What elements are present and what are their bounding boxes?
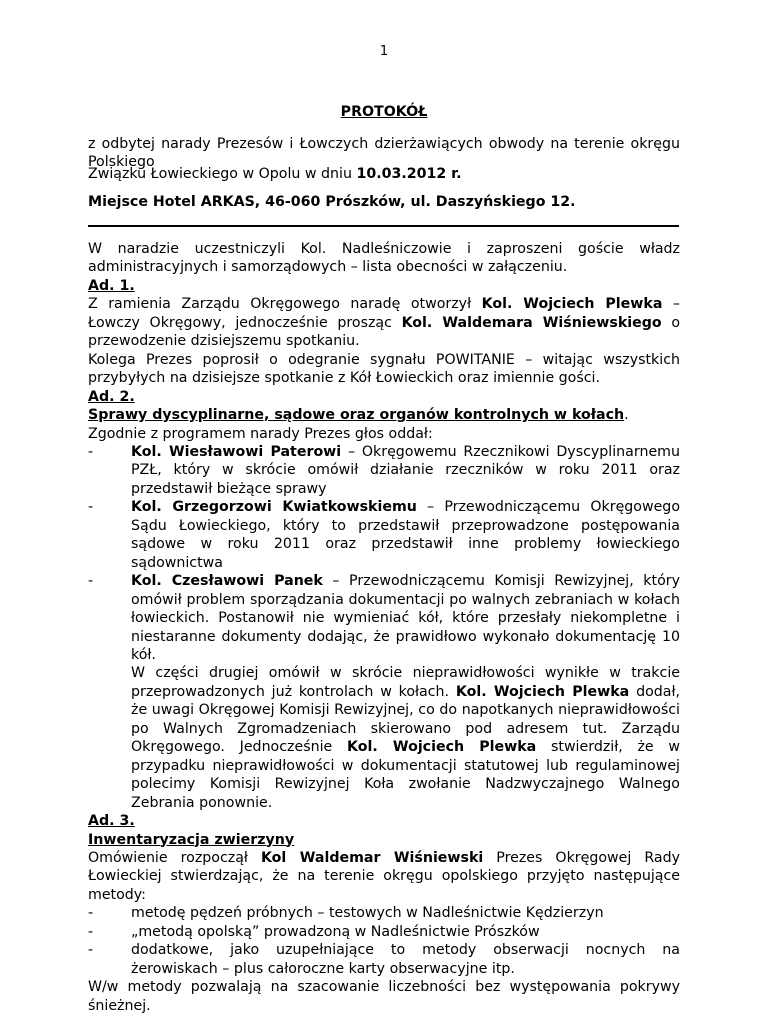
list-dash: - bbox=[88, 499, 94, 516]
ad3-paragraph-1 bbox=[88, 849, 680, 904]
ad3-section-title: Inwentaryzacja zwierzyny bbox=[88, 831, 295, 848]
ad2-list-item-2 bbox=[88, 498, 680, 572]
ad1-p1-text-a: Z ramienia Zarządu Okręgowego naradę otworzył bbox=[88, 296, 482, 313]
ad2-heading: Ad. 2. bbox=[88, 388, 135, 405]
list-dash: - bbox=[88, 923, 94, 940]
header-line-1: z odbytej narady Prezesów i Łowczych dzierżawiących obwody na terenie okręgu Polskiego bbox=[88, 136, 680, 171]
ad2-item3-text: – Przewodniczącemu Komisji Rewizyjnej, który omówił problem sporządzania dokumentacji po walnych zebraniach w kołach łowieckich. Postanowił nie wymieniać kół, które przesłały niekompletne i niestaranne dokumenty dodając, że prawidłowo wykonało dokumentację 10 kół. bbox=[131, 573, 680, 663]
ad3-list-item-2 bbox=[88, 923, 680, 941]
ad2-list-item-1 bbox=[88, 443, 680, 498]
ad2-lead: Zgodnie z programem narady Prezes głos oddał: bbox=[88, 425, 433, 442]
ad3-heading: Ad. 3. bbox=[88, 813, 135, 830]
ad1-p1-name-b: Kol. Waldemara Wiśniewskiego bbox=[401, 314, 662, 331]
ad3-closing-paragraph: W/w metody pozwalają na szacowanie liczebności bez występowania pokrywy śnieżnej. bbox=[88, 979, 680, 1014]
header-line-2 bbox=[88, 165, 680, 183]
ad2-item1-text: – Okręgowemu Rzecznikowi Dyscyplinarnemu PZŁ, który w skrócie omówił działanie rzeczników w roku 2011 oraz przedstawił bieżące sprawy bbox=[131, 443, 680, 497]
page-number: 1 bbox=[379, 44, 389, 59]
header-divider bbox=[88, 225, 679, 227]
ad1-paragraph-1 bbox=[88, 295, 680, 350]
document-title: PROTOKÓŁ bbox=[340, 104, 428, 120]
ad2-section-title-text: Sprawy dyscyplinarne, sądowe oraz organów kontrolnych w kołach bbox=[88, 407, 625, 424]
ad2-item3-p2-text-b: dodał, że uwagi Okręgowej Komisji Rewizyjnej, co do napotkanych nieprawidłowości po Walnych Zgromadzeniach skierowano pod adresem tut. Zarządu Okręgowego. Jednocześnie bbox=[131, 683, 681, 756]
meeting-date: 10.03.2012 r. bbox=[356, 166, 462, 182]
ad2-item3-p2-text-c: stwierdził, że w przypadku nieprawidłowości w dokumentacji statutowej lub regulaminowej polecimy Komisji Rewizyjnej Koła zwołanie Nadzwyczajnego Walnego Zebrania ponownie. bbox=[131, 739, 681, 811]
ad1-heading: Ad. 1. bbox=[88, 277, 135, 294]
list-dash: - bbox=[88, 573, 94, 590]
ad1-paragraph-2: Kolega Prezes poprosił o odegranie sygnału POWITANIE – witając wszystkich przybyłych na dzisiejsze spotkanie z Kół Łowieckich oraz imiennie gości. bbox=[88, 351, 680, 387]
intro-paragraph: W naradzie uczestniczyli Kol. Nadleśniczowie i zaproszeni goście władz administracyjnych i samorządowych – lista obecności w załączeniu. bbox=[88, 241, 680, 276]
ad2-list-item-3-continuation bbox=[88, 664, 680, 812]
ad2-item3-p2-name-a: Kol. Wojciech Plewka bbox=[455, 683, 630, 700]
list-dash: - bbox=[88, 942, 94, 959]
list-dash: - bbox=[88, 905, 94, 922]
ad3-p1-text-b: Prezes Okręgowej Rady Łowieckiej stwierdzając, że na terenie okręgu opolskiego przyjęto następujące metody: bbox=[88, 849, 680, 903]
ad2-item3-p2-name-b: Kol. Wojciech Plewka bbox=[347, 739, 537, 756]
ad2-item3-p2-text-a: W części drugiej omówił w skrócie nieprawidłowości wynikłe w trakcie przeprowadzonych już kontrolach w kołach. bbox=[131, 665, 680, 700]
ad3-p1-text-a: Omówienie rozpoczął bbox=[88, 849, 261, 866]
meeting-location: Miejsce Hotel ARKAS, 46-060 Prószków, ul. Daszyńskiego 12. bbox=[88, 194, 576, 210]
ad2-item1-name: Kol. Wiesławowi Paterowi bbox=[131, 443, 342, 460]
ad3-list-item-3 bbox=[88, 941, 680, 978]
ad1-p1-name-a: Kol. Wojciech Plewka bbox=[481, 296, 663, 313]
ad3-list-item-1 bbox=[88, 904, 680, 922]
ad2-item2-name: Kol. Grzegorzowi Kwiatkowskiemu bbox=[131, 499, 417, 516]
ad2-list-item-3 bbox=[88, 572, 680, 664]
ad1-p1-text-b: – Łowczy Okręgowy, jednocześnie prosząc bbox=[88, 296, 681, 331]
list-dash: - bbox=[88, 443, 94, 460]
ad1-p1-text-c: o przewodzenie dzisiejszemu spotkaniu. bbox=[88, 314, 681, 350]
header-line-2-text: Związku Łowieckiego w Opolu w dniu bbox=[88, 166, 357, 182]
ad2-item2-text: – Przewodniczącemu Okręgowego Sądu Łowieckiego, który to przedstawił przeprowadzone postępowania sądowe w roku 2011 oraz przedstawił inne problemy łowieckiego sądownictwa bbox=[131, 499, 680, 571]
ad3-item1-text: metodę pędzeń próbnych – testowych w Nadleśnictwie Kędzierzyn bbox=[131, 905, 604, 922]
ad2-item3-name: Kol. Czesławowi Panek bbox=[131, 573, 323, 590]
ad3-p1-name: Kol Waldemar Wiśniewski bbox=[260, 849, 484, 866]
ad3-item3-text: dodatkowe, jako uzupełniające to metody obserwacji nocnych na żerowiskach – plus całoroczne karty obserwacyjne itp. bbox=[131, 942, 680, 977]
ad2-section-title-dot: . bbox=[624, 407, 629, 424]
ad3-item2-text: „metodą opolską” prowadzoną w Nadleśnictwie Prószków bbox=[131, 923, 540, 940]
ad2-section-title bbox=[88, 406, 680, 424]
document-body bbox=[88, 240, 680, 1015]
